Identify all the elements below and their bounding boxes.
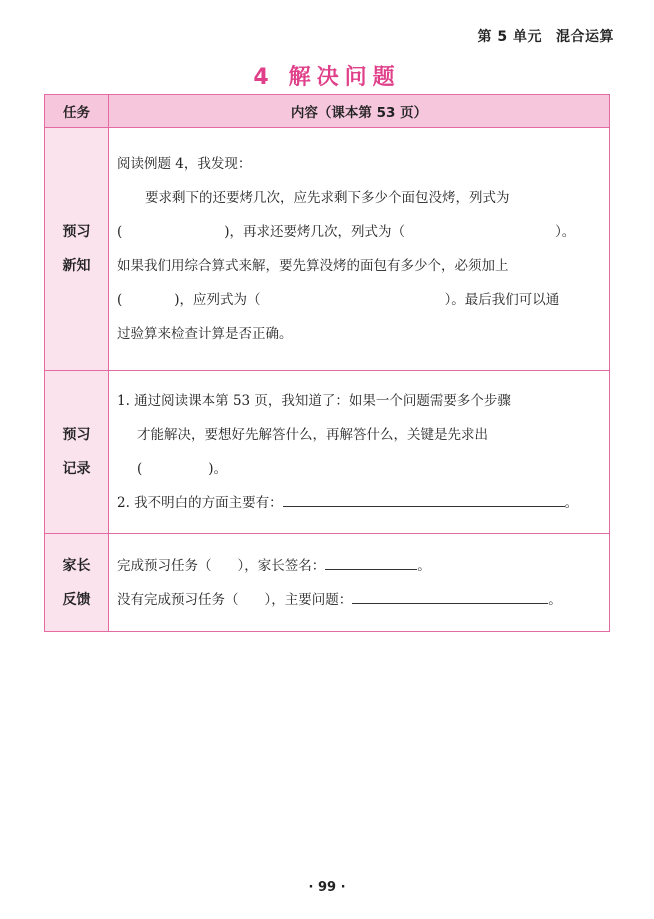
table-row-preview [45, 128, 610, 371]
column-header-content: 内容（课本第 53 页） [109, 95, 610, 128]
preview-p2-mid: )，应列式为（ [174, 292, 261, 308]
record-item1-line3 [117, 452, 599, 486]
row-label-parent [45, 534, 109, 632]
preview-intro: 阅读例题 4，我发现： [117, 156, 252, 172]
parent-signature-label: ），家长签名： [237, 557, 326, 574]
preview-content [109, 128, 610, 371]
parent-line1 [117, 549, 599, 583]
record-content [109, 371, 610, 534]
problem-underline[interactable] [352, 587, 548, 604]
record-item2-text: 2. 我不明白的方面主要有： [117, 495, 283, 511]
preview-p1-end: ）。 [555, 224, 576, 240]
label-line: 记录 [62, 461, 91, 477]
paren-open: ( [117, 292, 123, 308]
parent-not-done-text: 没有完成预习任务（ [117, 591, 239, 608]
preview-p2-line2 [117, 283, 599, 317]
preview-p1-line1: 要求剩下的还要烤几次，应先求剩下多少个面包没烤，列式为 [145, 190, 510, 206]
page-title [0, 60, 654, 91]
label-line: 家长 [62, 557, 91, 574]
table-header-row [45, 95, 610, 128]
row-label-record [45, 371, 109, 534]
unit-header [478, 26, 615, 46]
column-header-task: 任务 [45, 95, 109, 128]
preview-p2-line3: 过验算来检查计算是否正确。 [117, 326, 293, 342]
preview-table [44, 94, 610, 632]
table-row-parent [45, 534, 610, 632]
paren-open: ( [117, 224, 123, 240]
parent-content [109, 534, 610, 632]
paren-open: ( [137, 461, 143, 477]
label-line: 新知 [62, 258, 91, 274]
parent-line2-end: 。 [548, 591, 562, 608]
record-item2-end: 。 [564, 495, 579, 511]
preview-p1-mid: )，再求还要烤几次，列式为（ [224, 224, 406, 240]
table-row-record [45, 371, 610, 534]
parent-problem-label: ），主要问题： [264, 591, 353, 608]
unit-number: 第 5 单元 [477, 29, 542, 45]
unit-topic: 混合运算 [556, 29, 614, 45]
preview-p2-end: ）。最后我们可以通 [444, 292, 560, 308]
record-item2 [117, 486, 599, 520]
row-label-preview [45, 128, 109, 371]
label-line: 反馈 [62, 591, 91, 608]
record-item1-line2: 才能解决，要想好先解答什么，再解答什么，关键是先求出 [137, 427, 488, 443]
answer-underline[interactable] [283, 490, 565, 507]
lesson-number: 4 [253, 65, 275, 90]
label-line: 预习 [62, 224, 91, 240]
paren-close: )。 [208, 461, 228, 477]
preview-p1-line2 [117, 215, 599, 249]
label-line: 预习 [62, 427, 91, 443]
page-number: · 99 · [308, 880, 346, 895]
preview-p2-line1: 如果我们用综合算式来解，要先算没烤的面包有多少个，必须加上 [117, 258, 509, 274]
parent-done-text: 完成预习任务（ [117, 557, 212, 574]
parent-line2 [117, 583, 599, 617]
signature-underline[interactable] [325, 553, 417, 570]
parent-line1-end: 。 [417, 557, 431, 574]
lesson-title: 解决问题 [288, 65, 401, 90]
record-item1-line1: 1. 通过阅读课本第 53 页，我知道了：如果一个问题需要多个步骤 [117, 393, 511, 409]
